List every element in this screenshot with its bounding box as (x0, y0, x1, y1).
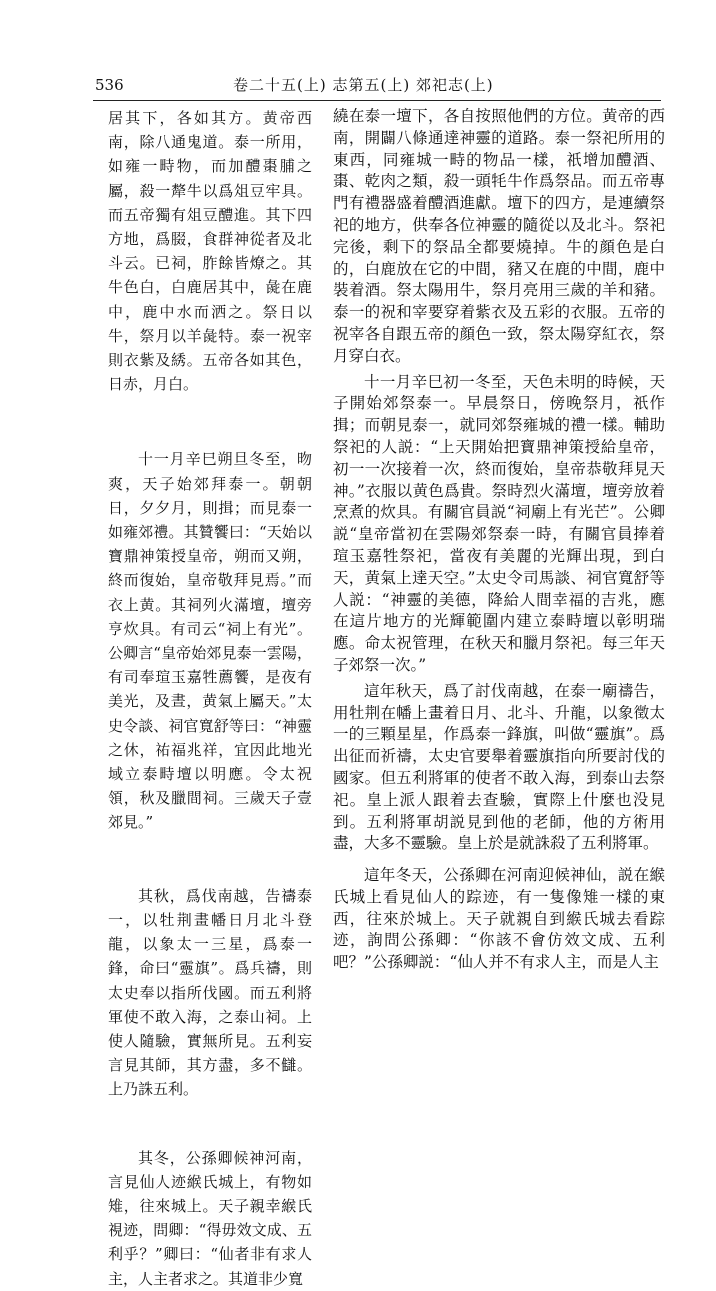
header-divider (93, 100, 661, 101)
translation-paragraph-2: 十一月辛巳初一冬至，天色未明的時候，天子開始郊祭泰一。早晨祭日，傍晚祭月，祇作揖；而朝見泰一，就同郊祭雍城的禮一樣。輔助祭祀的人説：“上天開始把寶鼎神策授給皇帝，初一一次接着一次，終而復始，皇帝恭敬拜見天神。”衣服以黄色爲貴。祭時烈火滿壇，壇旁放着烹煮的炊具。有關官員説“祠廟上有光芒”。公卿説“皇帝當初在雲陽郊祭泰一時，有關官員捧着瑄玉嘉牲祭祀，當夜有美麗的光輝出現，到白天，黄氣上達天空。”太史令司馬談、祠官寬舒等人説：“神靈的美德，降給人間幸福的吉兆，應在這片地方的光輝範圍内建立泰畤壇以彰明瑞應。命太祝管理，在秋天和臘月祭祀。每三年天子郊祭一次。” (333, 372, 665, 674)
page-number: 536 (95, 76, 124, 94)
translation-paragraph-4: 這年冬天，公孫卿在河南迎候神仙，説在緱氏城上看見仙人的踪迹，有一隻像雉一樣的東西，往來於城上。天子就親自到緱氏城去看踪迹，詢問公孫卿：“你該不會仿效文成、五利吧？”公孫卿説：“仙人并不有求人主，而是人主 (333, 866, 665, 972)
original-text-column (108, 106, 312, 1291)
running-title: 卷二十五(上) 志第五(上) 郊祀志(上) (233, 76, 494, 94)
original-paragraph-1: 居其下，各如其方。黄帝西南，除八通鬼道。泰一所用，如雍一畤物，而加醴棗脯之屬，殺一犛牛以爲俎豆牢具。而五帝獨有俎豆醴進。其下四方地，爲腏，食群神從者及北斗云。已祠，胙餘皆燎之。其牛色白，白鹿居其中，彘在鹿中，鹿中水而洒之。祭日以牛，祭月以羊彘特。泰一祝宰則衣紫及綉。五帝各如其色，日赤，月白。 (108, 109, 312, 394)
translation-paragraph-3: 這年秋天，爲了討伐南越，在泰一廟禱告，用牡荆在幡上畫着日月、北斗、升龍，以象徵太一的三顆星星，作爲泰一鋒旗，叫做“靈旗”。爲出征而祈禱，太史官要舉着靈旗指向所要討伐的國家。但五利將軍的使者不敢入海，到泰山去祭祀。皇上派人跟着去查驗，實際上什麼也没見到。五利將軍胡説見到他的老師，他的方術用盡，大多不靈驗。皇上於是就誅殺了五利將軍。 (333, 681, 665, 853)
original-paragraph-2: 十一月辛巳朔旦冬至，昒爽，天子始郊拜泰一。朝朝日，夕夕月，則揖；而見泰一如雍郊禮。其贊饗曰：“天始以寶鼎神策授皇帝，朔而又朔，終而復始，皇帝敬拜見焉。”而衣上黄。其祠列火滿壇，壇旁亨炊具。有司云“祠上有光”。公卿言“皇帝始郊見泰一雲陽，有司奉瑄玉嘉牲薦饗，是夜有美光，及晝，黄氣上屬天。”太史令談、祠官寬舒等曰：“神靈之休，祐福兆祥，宜因此地光域立泰畤壇以明應。令太祝領，秋及臘間祠。三歲天子壹郊見。” (108, 450, 312, 832)
translation-column (333, 106, 665, 974)
translation-paragraph-1: 繞在泰一壇下，各自按照他們的方位。黄帝的西南，開闢八條通達神靈的道路。泰一祭祀所用的東西，同雍城一畤的物品一樣，祇增加醴酒、棗、乾肉之類，殺一頭牦牛作爲祭品。而五帝專門有禮器盛着醴酒進獻。壇下的四方，是連續祭祀的地方，供奉各位神靈的隨從以及北斗。祭祀完後，剩下的祭品全都要燒掉。牛的顔色是白的，白鹿放在它的中間，豬又在鹿的中間，鹿中裝着酒。祭太陽用牛，祭月亮用三歲的羊和豬。泰一的祝和宰要穿着紫衣及五彩的衣服。五帝的祝宰各自跟五帝的顔色一致，祭太陽穿紅衣，祭月穿白衣。 (333, 107, 665, 365)
original-paragraph-4: 其冬，公孫卿候神河南，言見仙人迹緱氏城上，有物如雉，往來城上。天子親幸緱氏視迹，問卿：“得毋效文成、五利乎？”卿曰：“仙者非有求人主，人主者求之。其道非少寬 (108, 1148, 312, 1288)
original-paragraph-3: 其秋，爲伐南越，告禱泰一，以牡荆畫幡日月北斗登龍，以象太一三星，爲泰一鋒，命曰“靈旗”。爲兵禱，則太史奉以指所伐國。而五利將軍使不敢入海，之泰山祠。上使人隨驗，實無所見。五利妄言見其師，其方盡，多不讎。上乃誅五利。 (108, 886, 312, 1099)
